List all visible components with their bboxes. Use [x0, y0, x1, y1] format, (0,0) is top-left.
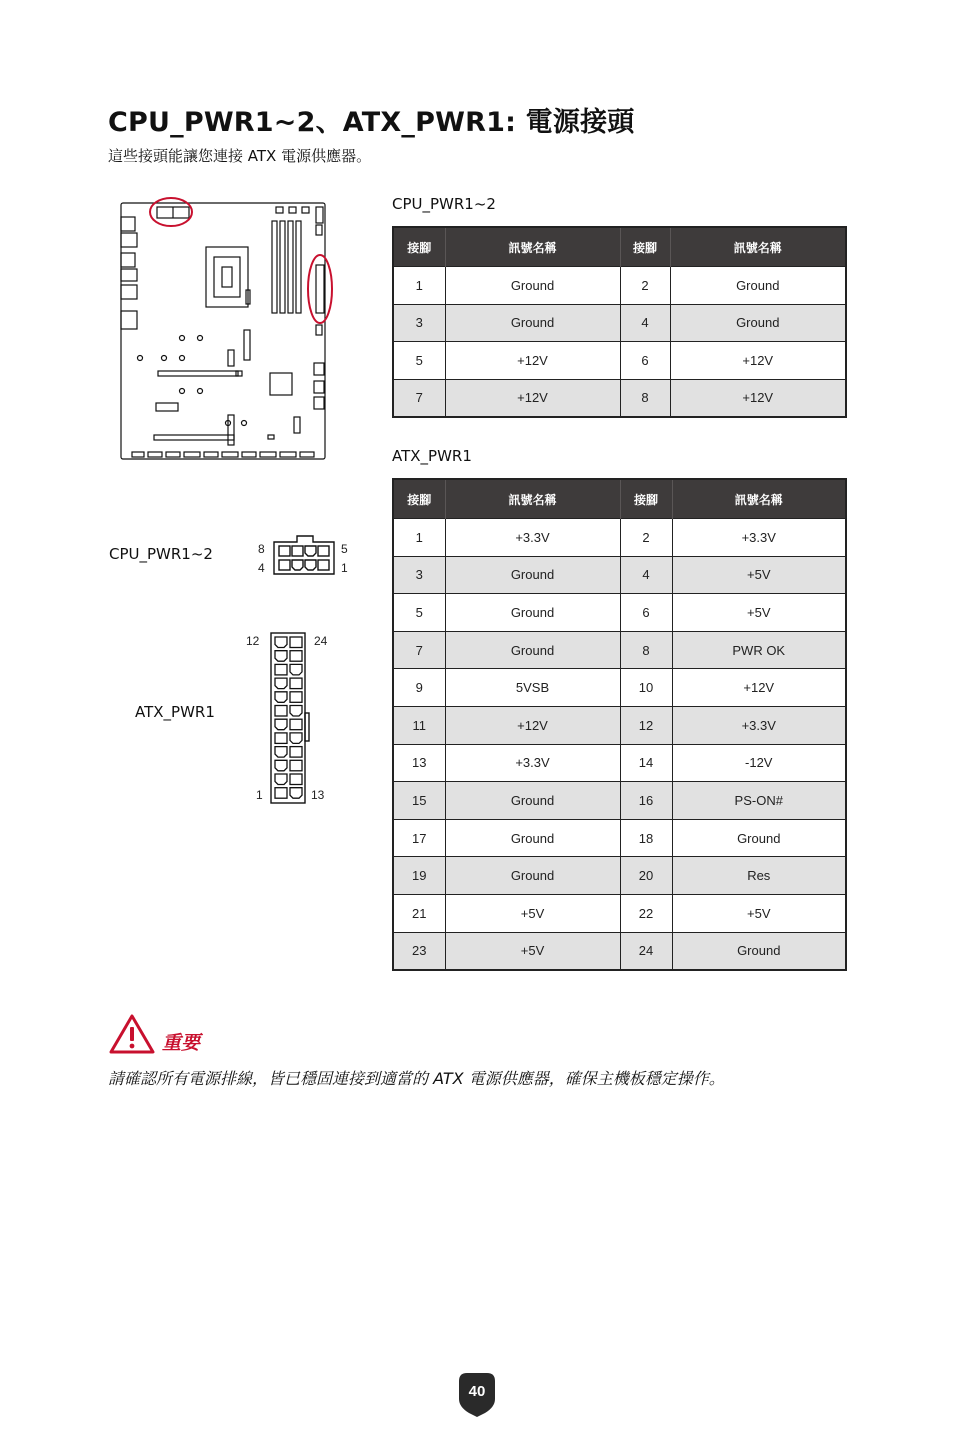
table-cell: 21 — [393, 894, 445, 932]
table-cell: 8 — [620, 379, 670, 417]
table-cell: Ground — [445, 782, 620, 820]
table-row — [393, 744, 846, 782]
table-cell: 8 — [620, 631, 672, 669]
connector-pin — [275, 692, 287, 703]
connector-pin — [290, 747, 302, 758]
column-header: 訊號名稱 — [445, 227, 620, 267]
table-cell: 20 — [620, 857, 672, 895]
atx-table-caption: ATX_PWR1 — [392, 447, 472, 465]
table-cell: 24 — [620, 932, 672, 970]
table-row — [393, 669, 846, 707]
table-cell: 16 — [620, 782, 672, 820]
warning-icon — [108, 1013, 156, 1055]
connector-pin — [290, 733, 302, 744]
table-cell: 5VSB — [445, 669, 620, 707]
atx-pin-top-left: 12 — [246, 634, 260, 648]
motherboard-diagram — [118, 195, 338, 463]
cpu-pin-top-left: 8 — [258, 542, 265, 556]
atx-connector-diagram — [268, 630, 318, 806]
connector-pin — [275, 788, 287, 799]
connector-pin — [290, 706, 302, 717]
table-cell: Ground — [445, 631, 620, 669]
table-cell: 11 — [393, 706, 445, 744]
table-row — [393, 267, 846, 305]
connector-pin — [290, 678, 302, 689]
column-header: 接腳 — [620, 479, 672, 519]
table-cell: PS-ON# — [672, 782, 846, 820]
table-cell: 18 — [620, 819, 672, 857]
table-cell: +12V — [445, 342, 620, 380]
column-header: 訊號名稱 — [445, 479, 620, 519]
cpu-connector-diagram — [270, 534, 338, 578]
table-cell: 9 — [393, 669, 445, 707]
connector-pin — [275, 664, 287, 675]
cpu-connector-label: CPU_PWR1~2 — [109, 545, 213, 563]
connector-pin — [290, 651, 302, 662]
column-header: 訊號名稱 — [670, 227, 846, 267]
column-header: 接腳 — [393, 479, 445, 519]
table-cell: +3.3V — [445, 744, 620, 782]
connector-pin — [290, 664, 302, 675]
column-header: 接腳 — [620, 227, 670, 267]
connector-pin — [290, 788, 302, 799]
table-cell: Res — [672, 857, 846, 895]
table-cell: 4 — [620, 556, 672, 594]
table-cell: 10 — [620, 669, 672, 707]
table-cell: 3 — [393, 304, 445, 342]
table-cell: Ground — [672, 819, 846, 857]
table-cell: 4 — [620, 304, 670, 342]
table-cell: Ground — [445, 267, 620, 305]
cpu-pin-bottom-right: 1 — [341, 561, 348, 575]
connector-pin — [275, 678, 287, 689]
table-row — [393, 932, 846, 970]
table-cell: +5V — [445, 932, 620, 970]
table-row — [393, 894, 846, 932]
table-cell: 1 — [393, 267, 445, 305]
table-cell: +12V — [672, 669, 846, 707]
table-cell: +5V — [672, 594, 846, 632]
table-row — [393, 819, 846, 857]
table-row — [393, 519, 846, 557]
cpu-pin-bottom-left: 4 — [258, 561, 265, 575]
table-header-row — [393, 479, 846, 519]
table-cell: 5 — [393, 342, 445, 380]
table-cell: Ground — [445, 304, 620, 342]
connector-pin — [290, 719, 302, 730]
table-cell: +5V — [445, 894, 620, 932]
column-header: 訊號名稱 — [672, 479, 846, 519]
table-cell: 2 — [620, 519, 672, 557]
table-cell: 6 — [620, 594, 672, 632]
important-title: 重要 — [162, 1032, 201, 1054]
table-cell: +12V — [670, 342, 846, 380]
table-row — [393, 706, 846, 744]
atx-connector-label: ATX_PWR1 — [135, 703, 215, 721]
table-cell: Ground — [670, 304, 846, 342]
table-cell: 6 — [620, 342, 670, 380]
atx-pin-top-right: 24 — [314, 634, 328, 648]
table-row — [393, 594, 846, 632]
connector-pin — [290, 692, 302, 703]
table-row — [393, 857, 846, 895]
connector-pin — [275, 747, 287, 758]
table-cell: 7 — [393, 379, 445, 417]
connector-pin — [275, 637, 287, 648]
atx-pin-bottom-right: 13 — [311, 788, 325, 802]
table-cell: PWR OK — [672, 631, 846, 669]
table-cell: +5V — [672, 556, 846, 594]
table-cell: +12V — [670, 379, 846, 417]
connector-pin — [290, 760, 302, 771]
table-row — [393, 556, 846, 594]
table-cell: +12V — [445, 706, 620, 744]
table-cell: 5 — [393, 594, 445, 632]
important-text: 請確認所有電源排線，皆已穩固連接到適當的 ATX 電源供應器，確保主機板穩定操作。 — [108, 1069, 725, 1088]
atx-pin-bottom-left: 1 — [256, 788, 263, 802]
table-row — [393, 631, 846, 669]
table-cell: +3.3V — [445, 519, 620, 557]
connector-pin — [290, 774, 302, 785]
table-cell: Ground — [445, 556, 620, 594]
table-cell: 17 — [393, 819, 445, 857]
table-cell: 23 — [393, 932, 445, 970]
table-cell: Ground — [445, 594, 620, 632]
page-subtitle: 這些接頭能讓您連接 ATX 電源供應器。 — [108, 147, 372, 165]
table-row — [393, 379, 846, 417]
table-cell: Ground — [445, 857, 620, 895]
table-header-row — [393, 227, 846, 267]
table-cell: 13 — [393, 744, 445, 782]
table-cell: +3.3V — [672, 519, 846, 557]
atx-pin-table — [392, 478, 847, 971]
table-cell: +12V — [445, 379, 620, 417]
connector-pin — [290, 637, 302, 648]
table-cell: Ground — [670, 267, 846, 305]
column-header: 接腳 — [393, 227, 445, 267]
cpu-pin-top-right: 5 — [341, 542, 348, 556]
page-title: CPU_PWR1~2、ATX_PWR1: 電源接頭 — [108, 107, 635, 138]
connector-pin — [275, 760, 287, 771]
table-cell: 2 — [620, 267, 670, 305]
connector-pin — [275, 706, 287, 717]
table-cell: 19 — [393, 857, 445, 895]
connector-pin — [275, 733, 287, 744]
table-cell: Ground — [672, 932, 846, 970]
table-row — [393, 304, 846, 342]
table-row — [393, 342, 846, 380]
table-cell: 12 — [620, 706, 672, 744]
table-cell: 14 — [620, 744, 672, 782]
page-number: 40 — [468, 1383, 486, 1400]
table-cell: Ground — [445, 819, 620, 857]
table-row — [393, 782, 846, 820]
table-cell: 22 — [620, 894, 672, 932]
connector-pin — [275, 774, 287, 785]
cpu-pin-table — [392, 226, 847, 418]
connector-pin — [275, 651, 287, 662]
table-cell: 3 — [393, 556, 445, 594]
table-cell: +3.3V — [672, 706, 846, 744]
table-cell: 15 — [393, 782, 445, 820]
table-cell: -12V — [672, 744, 846, 782]
cpu-table-caption: CPU_PWR1~2 — [392, 195, 496, 213]
table-cell: 1 — [393, 519, 445, 557]
table-cell: 7 — [393, 631, 445, 669]
cpu-pwr-highlight — [150, 198, 192, 226]
connector-pin — [275, 719, 287, 730]
table-cell: +5V — [672, 894, 846, 932]
